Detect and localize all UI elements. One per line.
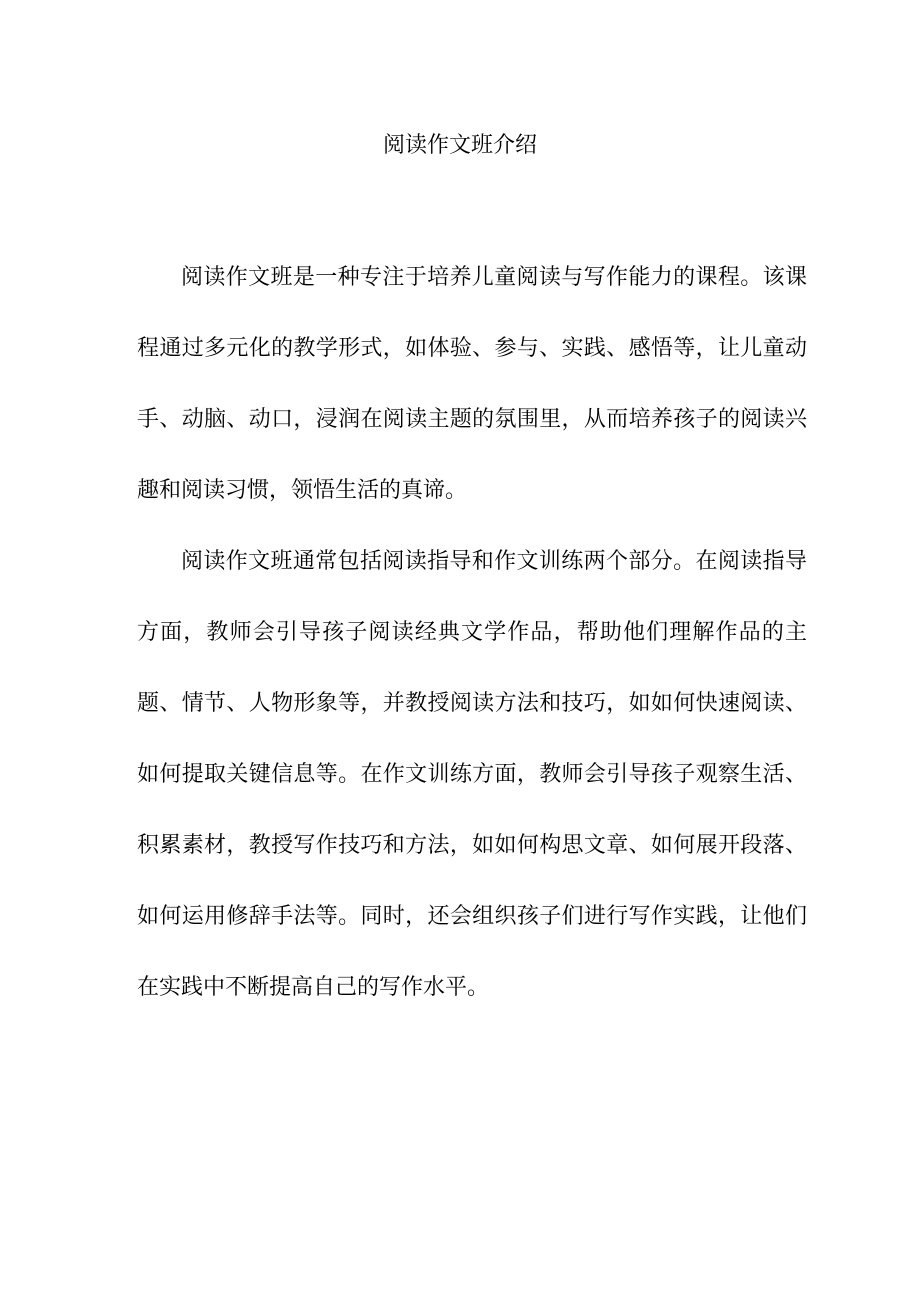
document-title: 阅读作文班介绍 xyxy=(382,133,537,158)
paragraph-intro: 阅读作文班是一种专注于培养儿童阅读与写作能力的课程。该课程通过多元化的教学形式，如体验、参与、实践、感悟等，让儿童动手、动脑、动口，浸润在阅读主题的氛围里，从而培养孩子的阅读兴趣和阅读习惯，领悟生活的真谛。 xyxy=(137,265,807,503)
document-body xyxy=(137,242,807,1023)
paragraph-content: 阅读作文班通常包括阅读指导和作文训练两个部分。在阅读指导方面，教师会引导孩子阅读经典文学作品，帮助他们理解作品的主题、情节、人物形象等，并教授阅读方法和技巧，如如何快速阅读、如何提取关键信息等。在作文训练方面，教师会引导孩子观察生活、积累素材，教授写作技巧和方法，如如何构思文章、如何展开段落、如何运用修辞手法等。同时，还会组织孩子们进行写作实践，让他们在实践中不断提高自己的写作水平。 xyxy=(137,549,807,1000)
